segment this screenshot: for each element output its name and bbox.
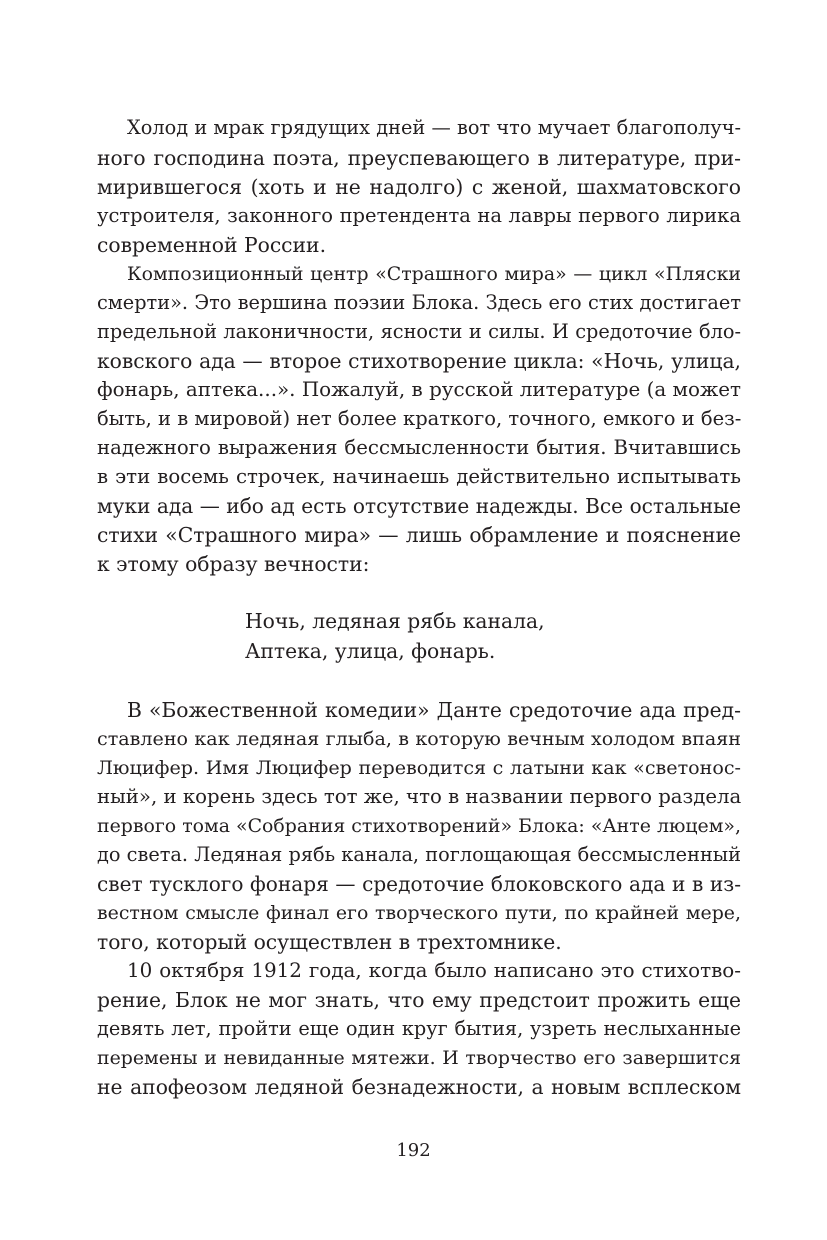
text-line: ковского ада — второе стихотворение цикла: «Ночь, улица,	[97, 349, 741, 373]
text-line: современной России.	[97, 233, 327, 257]
text-line: к этому образу вечности:	[97, 552, 370, 576]
text-line: 10 октября 1912 года, когда было написано это стихотво-	[127, 959, 741, 982]
text-line: первого тома «Собрания стихотворений» Блока: «Анте люцем»,	[97, 815, 741, 837]
text-line: рение, Блок не мог знать, что ему предстоит прожить еще	[97, 988, 741, 1012]
text-line: смерти». Это вершина поэзии Блока. Здесь его стих достигает	[97, 291, 741, 314]
text-line: мирившегося (хоть и не надолго) с женой, шахматовского	[97, 175, 741, 199]
text-line: ный», и корень здесь тот же, что в названии первого раздела	[97, 785, 742, 808]
text-line: муки ада — ибо ад есть отсутствие надежды. Все остальные	[97, 494, 741, 518]
text-line: Холод и мрак грядущих дней — вот что мучает благополуч-	[127, 116, 741, 139]
text-line: в эти восемь строчек, начинаешь действительно испытывать	[97, 465, 741, 488]
verse-line: Ночь, ледяная рябь канала,	[245, 609, 545, 633]
text-line: до света. Ледяная рябь канала, поглощающая бессмысленный	[97, 843, 741, 866]
page-number: 192	[396, 1140, 431, 1161]
text-line: не апофеозом ледяной безнадежности, а новым всплеском	[97, 1075, 741, 1099]
text-line: того, который осуществлен в трехтомнике.	[97, 930, 562, 954]
text-line: стихи «Страшного мира» — лишь обрамление и пояснение	[97, 523, 741, 547]
text-line: ставлено как ледяная глыба, в которую вечным холодом впаян	[97, 727, 741, 750]
text-line: фонарь, аптека...». Пожалуй, в русской литературе (а может	[97, 378, 742, 401]
text-line: девять лет, пройти еще один круг бытия, узреть неслыханные	[97, 1017, 741, 1040]
text-line: устроителя, законного претендента на лавры первого лирика	[97, 204, 741, 227]
text-line: вестном смысле финал его творческого пути, по крайней мере,	[97, 902, 741, 924]
text-line: В «Божественной комедии» Данте средоточие ада пред-	[127, 698, 741, 722]
text-line: Композиционный центр «Страшного мира» — цикл «Пляски	[127, 263, 741, 285]
text-line: надежного выражения бессмысленности бытия. Вчитавшись	[97, 436, 741, 459]
verse-line: Аптека, улица, фонарь.	[245, 639, 496, 663]
text-line: свет тусклого фонаря — средоточие блоковского ада и в из-	[97, 872, 741, 896]
text-line: Люцифер. Имя Люцифер переводится с латыни как «светонос-	[97, 756, 741, 779]
text-line: предельной лаконичности, ясности и силы. И средоточие бло-	[97, 320, 741, 343]
text-line: быть, и в мировой) нет более краткого, точного, емкого и без-	[97, 407, 742, 430]
text-line: перемены и невиданные мятежи. И творчество его завершится	[97, 1047, 741, 1069]
text-line: ного господина поэта, преуспевающего в литературе, при-	[97, 146, 741, 170]
